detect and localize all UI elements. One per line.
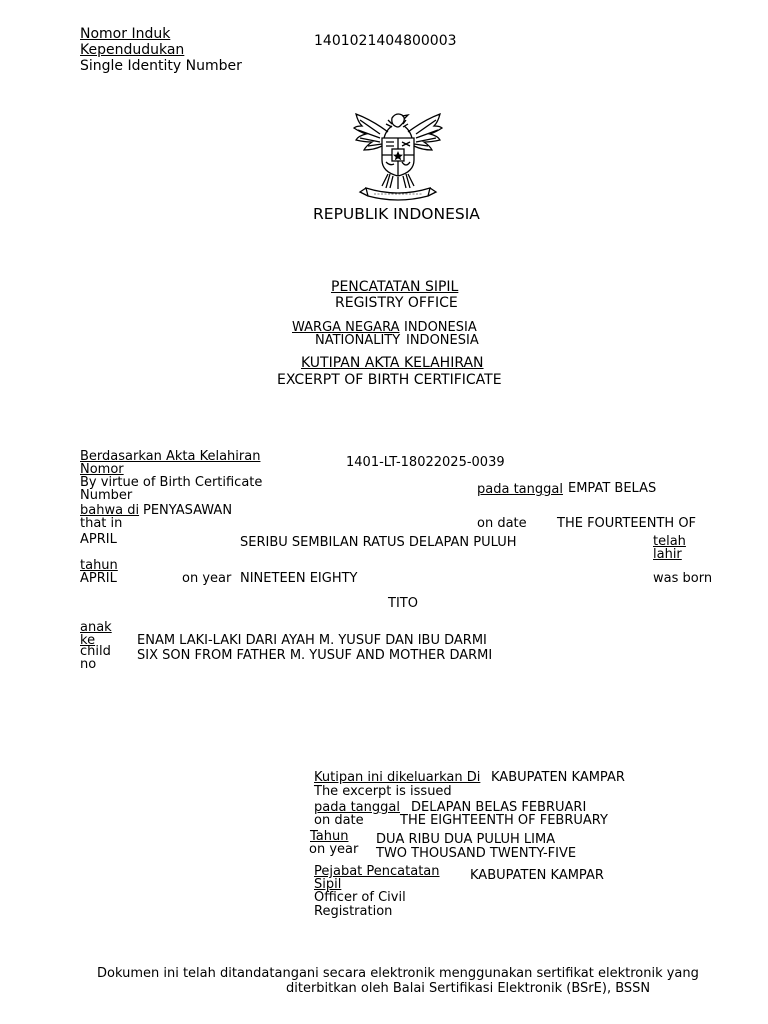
child-description-en: SIX SON FROM FATHER M. YUSUF AND MOTHER DARMI	[137, 648, 493, 663]
issue-date-label-id: pada tanggal	[314, 800, 400, 815]
child-label-en-line2: no	[80, 657, 97, 672]
nationality-label-id: WARGA NEGARA	[292, 320, 400, 335]
office-name-en: REGISTRY OFFICE	[335, 295, 458, 311]
born-label-id-line2: lahir	[653, 547, 682, 562]
basis-label-line1: Berdasarkan Akta Kelahiran	[80, 449, 261, 464]
nik-label-line2: Kependudukan	[80, 42, 185, 58]
footer-line1: Dokumen ini telah ditandatangani secara elektronik menggunakan sertifikat elektronik yang	[97, 966, 699, 981]
nik-value: 1401021404800003	[314, 33, 457, 49]
basis-label-line2: Nomor	[80, 462, 124, 477]
place-value: PENYASAWAN	[143, 503, 233, 518]
nationality-label-en: NATIONALITY	[315, 333, 401, 348]
issued-label-id: Kutipan ini dikeluarkan Di	[314, 770, 481, 785]
child-description-id: ENAM LAKI-LAKI DARI AYAH M. YUSUF DAN IBU DARMI	[137, 633, 487, 648]
born-label-id-line1: telah	[653, 534, 686, 549]
issued-label-en: The excerpt is issued	[314, 784, 452, 799]
nationality-value-en: INDONESIA	[406, 333, 479, 348]
place-label-id: bahwa di	[80, 503, 140, 518]
office-name-id: PENCATATAN SIPIL	[331, 279, 459, 295]
born-label-en: was born	[653, 571, 713, 586]
footer-line2: diterbitkan oleh Balai Sertifikasi Elektronik (BSrE), BSSN	[286, 981, 651, 996]
nationality-value-id: INDONESIA	[404, 320, 477, 335]
year-label-id: tahun	[80, 558, 118, 573]
officer-label-id-line2: Sipil	[314, 877, 342, 892]
issue-year-label-id: Tahun	[310, 829, 349, 844]
issue-date-value-id: DELAPAN BELAS FEBRUARI	[411, 800, 587, 815]
date-value-id: EMPAT BELAS	[568, 481, 657, 496]
child-label-id-line1: anak	[80, 620, 112, 635]
basis-label-en-line2: Number	[80, 488, 133, 503]
place-label-en: that in	[80, 516, 123, 531]
month-en: APRIL	[80, 571, 117, 586]
country-name: REPUBLIK INDONESIA	[313, 205, 480, 223]
certificate-number: 1401-LT-18022025-0039	[346, 455, 505, 470]
officer-label-en-line1: Officer of Civil	[314, 890, 406, 905]
date-label-en: on date	[477, 516, 527, 531]
date-value-en: THE FOURTEENTH OF	[557, 516, 697, 531]
title-id: KUTIPAN AKTA KELAHIRAN	[301, 355, 484, 371]
officer-value: KABUPATEN KAMPAR	[470, 868, 604, 883]
officer-label-en-line2: Registration	[314, 904, 393, 919]
issue-year-label-en: on year	[309, 842, 359, 857]
issued-place-value: KABUPATEN KAMPAR	[491, 770, 625, 785]
title-en: EXCERPT OF BIRTH CERTIFICATE	[277, 372, 502, 388]
issue-year-value-en: TWO THOUSAND TWENTY-FIVE	[376, 846, 577, 861]
nik-label-en: Single Identity Number	[80, 58, 242, 74]
officer-label-id-line1: Pejabat Pencatatan	[314, 864, 440, 879]
child-label-en-line1: child	[80, 644, 111, 659]
month-id: APRIL	[80, 532, 117, 547]
basis-label-en-line1: By virtue of Birth Certificate	[80, 475, 263, 490]
nik-label-line1: Nomor Induk	[80, 26, 171, 42]
child-name: TITO	[388, 596, 418, 611]
garuda-pancasila-emblem-icon	[348, 110, 448, 205]
year-label-en: on year	[182, 571, 232, 586]
child-label-id-line2: ke	[80, 633, 96, 648]
issue-date-label-en: on date	[314, 813, 364, 828]
issue-year-value-id: DUA RIBU DUA PULUH LIMA	[376, 832, 556, 847]
year-words-en: NINETEEN EIGHTY	[240, 571, 358, 586]
date-label-id: pada tanggal	[477, 482, 563, 497]
issue-date-value-en: THE EIGHTEENTH OF FEBRUARY	[400, 813, 608, 828]
year-words-id: SERIBU SEMBILAN RATUS DELAPAN PULUH	[240, 535, 517, 550]
